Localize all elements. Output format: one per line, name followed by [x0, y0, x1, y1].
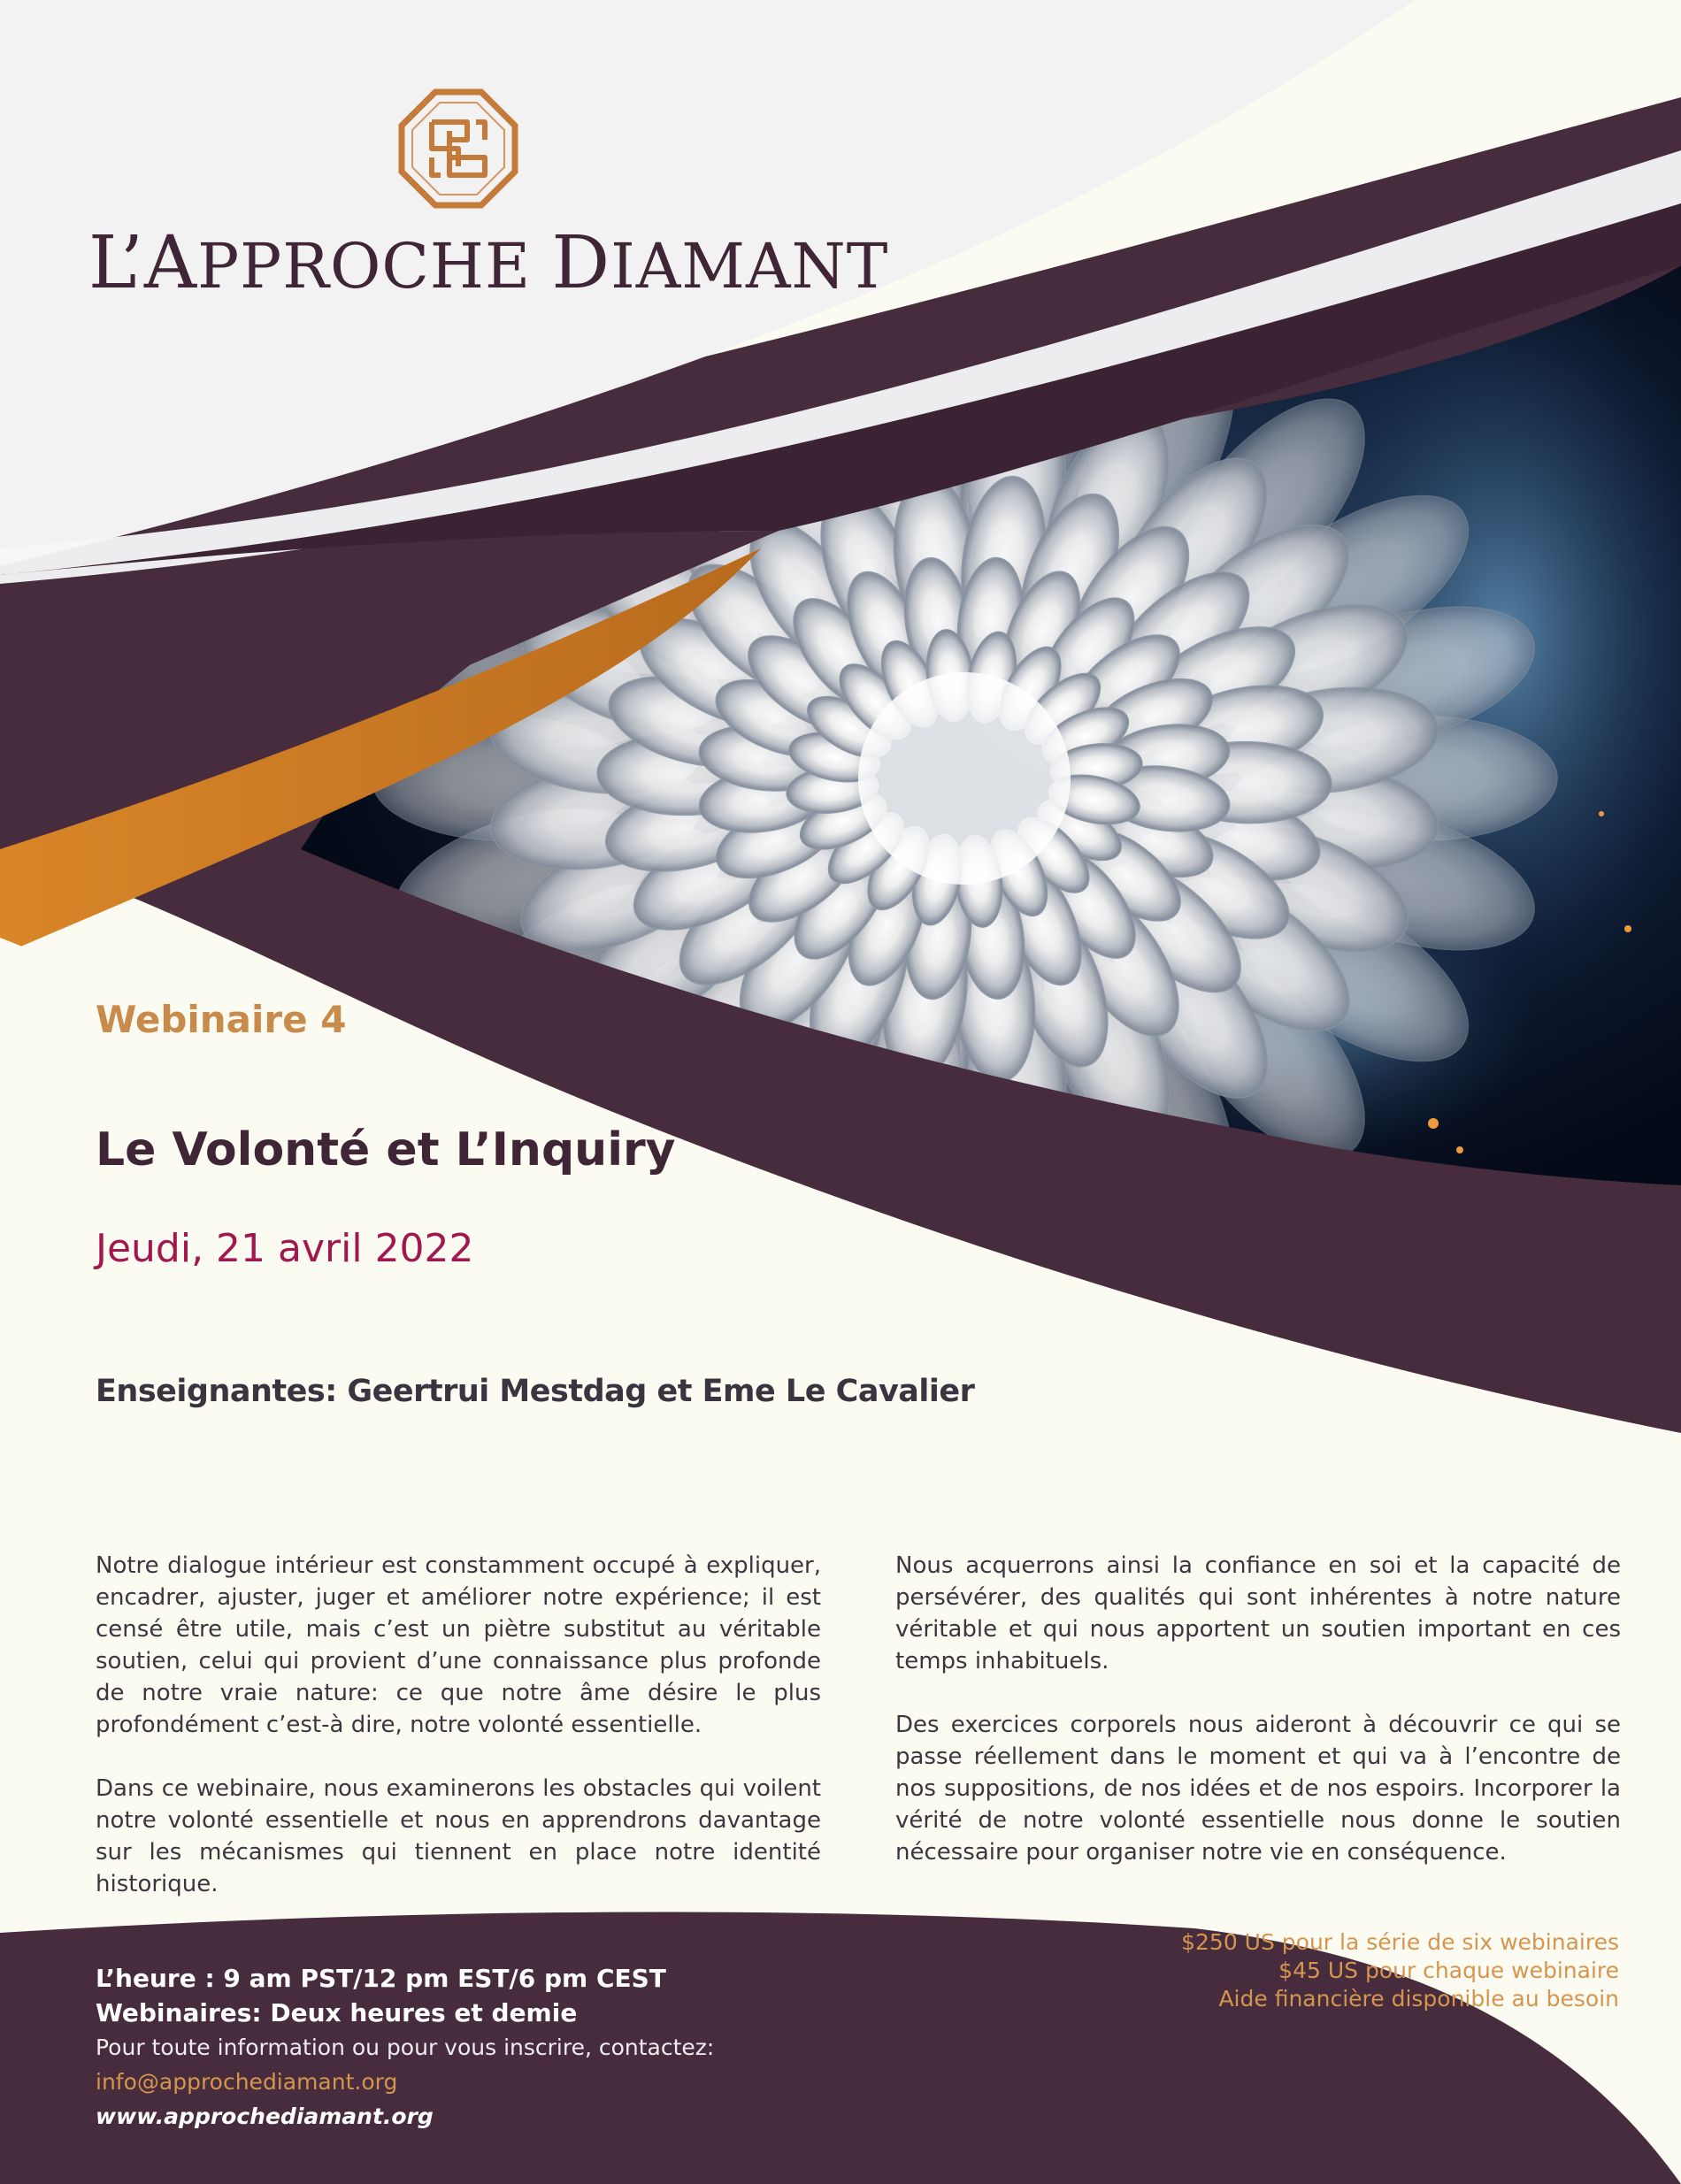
price-single: $45 US pour chaque webinaire [1278, 1958, 1619, 1983]
price-series: $250 US pour la série de six webinaires [1181, 1929, 1619, 1955]
event-title: Le Volonté et L’Inquiry [96, 1123, 676, 1176]
contact-prompt: Pour toute information ou pour vous inscrire, contactez: [96, 2035, 715, 2060]
brand-part-pproche: PPROCHE [197, 230, 552, 303]
time-info: L’heure : 9 am PST/12 pm EST/6 pm CEST [96, 1964, 666, 1993]
financial-aid-note: Aide financière disponible au besoin [1218, 1986, 1619, 2012]
brand-name [88, 221, 889, 305]
email-link[interactable]: info@approchediamant.org [96, 2069, 398, 2095]
body-paragraph: Dans ce webinaire, nous examinerons les obstacles qui voilent notre volonté essentielle et nous en apprendrons davantage sur les mécanismes qui tiennent en place notre identité historique. [96, 1775, 821, 1897]
body-paragraph: Nous acquerrons ainsi la confiance en soi et la capacité de persévérer, des qualités qui sont inhérentes à notre nature véritable et qui nous apportent un soutien important en ces temps inhabituels. [895, 1552, 1621, 1674]
teachers-line: Enseignantes: Geertrui Mestdag et Eme Le Cavalier [96, 1374, 975, 1409]
webinar-number: Webinaire 4 [96, 998, 347, 1041]
brand-initial-a: L’A [88, 221, 198, 305]
duration-info: Webinaires: Deux heures et demie [96, 1998, 578, 2027]
brand-part-iamant: IAMANT [610, 230, 889, 303]
body-paragraph: Notre dialogue intérieur est constamment occupé à expliquer, encadrer, ajuster, juger et améliorer notre expérience; il est censé être utile, mais c’est un piètre substitut au véritable soutien, celui qui provient d’une connaissance plus profonde de notre vraie nature: ce que notre âme désire le plus profondément c’est-à dire, notre volonté essentielle. [96, 1552, 821, 1738]
event-date: Jeudi, 21 avril 2022 [96, 1226, 474, 1271]
brand-initial-d: D [551, 221, 611, 305]
body-left-column [96, 1550, 821, 1932]
body-paragraph: Des exercices corporels nous aideront à découvrir ce qui se passe réellement dans le moment et qui va à l’encontre de nos suppositions, de nos idées et de nos espoirs. Incorporer la vérité de notre volonté essentielle nous donne le soutien nécessaire pour organiser notre vie en conséquence. [895, 1712, 1621, 1866]
website-link[interactable]: www.approchediamant.org [96, 2104, 434, 2129]
body-right-column [895, 1550, 1621, 1900]
pricing-block [1181, 1928, 1619, 2013]
footer-info [96, 1961, 714, 2134]
